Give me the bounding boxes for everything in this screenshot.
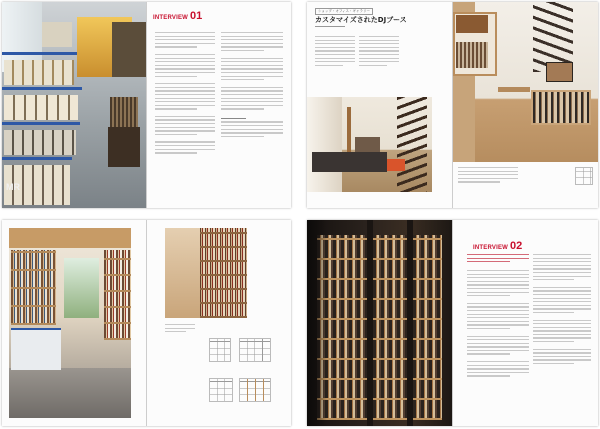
spread-dj-booth [307, 2, 598, 208]
text-column-2 [533, 254, 591, 367]
photo-storage-shelves [2, 2, 146, 208]
intro-text-1 [315, 36, 355, 68]
interview-label: INTERVIEW [473, 245, 509, 251]
mr-logo: MR [6, 182, 20, 192]
photo-loft-interior [307, 97, 432, 192]
section-tag: ショップ・オフィス・ギャラリー [315, 8, 373, 15]
spread-interview-02 [307, 220, 598, 426]
intro-text-2 [359, 36, 399, 68]
photo-lit-bookshelves [307, 220, 452, 426]
interview-header [473, 240, 522, 252]
spread-interview-01 [2, 2, 291, 208]
right-page [147, 220, 291, 426]
right-page [453, 2, 598, 208]
right-page [453, 220, 598, 426]
shelf-diagram-3 [209, 378, 233, 402]
interview-number: 01 [190, 10, 203, 22]
left-page [307, 2, 452, 208]
left-page-photo [307, 220, 452, 426]
floor-plan-diagram [575, 167, 593, 185]
spread-bookshelf-gallery [2, 220, 291, 426]
interview-label: INTERVIEW [153, 15, 189, 21]
text-column-1 [155, 32, 215, 156]
photo-dj-booth [453, 2, 598, 162]
right-page [147, 2, 291, 208]
shelf-diagram-4 [239, 378, 271, 402]
interview-header [153, 10, 202, 22]
interview-number: 02 [510, 240, 523, 252]
photo-library-room [9, 228, 131, 418]
text-column-1 [467, 270, 529, 379]
subtitle-line [315, 26, 345, 30]
photo-bookshelf-wall [165, 228, 247, 318]
left-page [2, 220, 146, 426]
lead-text-red [467, 254, 529, 265]
caption-text [458, 167, 518, 185]
article-title: カスタマイズされたDJブース [315, 16, 407, 24]
caption-text [165, 324, 195, 335]
shelf-diagram-2 [239, 338, 271, 362]
left-page [2, 2, 146, 208]
shelf-diagram-1 [209, 338, 231, 362]
text-column-2 [221, 32, 283, 139]
